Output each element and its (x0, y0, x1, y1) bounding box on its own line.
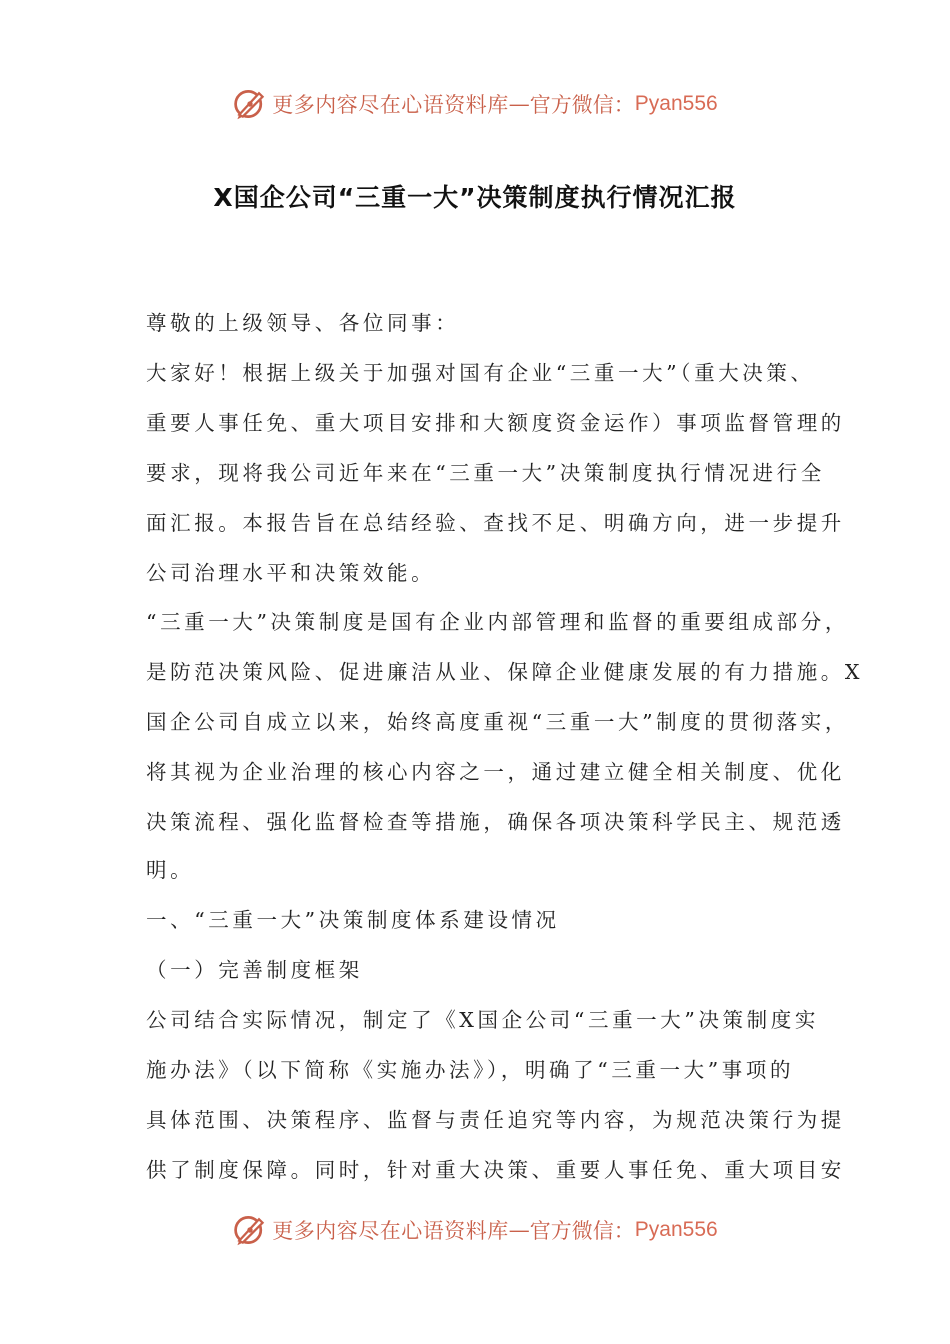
paragraph-line: 决策流程、强化监督检查等措施，确保各项决策科学民主、规范透 (146, 810, 845, 834)
subsection-heading: （一）完善制度框架 (146, 958, 363, 982)
banner-wechat-id: Pyan556 (634, 1218, 718, 1241)
paragraph-line: 重要人事任免、重大项目安排和大额度资金运作）事项监督管理的 (146, 411, 845, 435)
section-heading: 一、“三重一大”决策制度体系建设情况 (146, 908, 560, 932)
paragraph-line: 公司治理水平和决策效能。 (146, 561, 436, 585)
paragraph-line: 大家好！根据上级关于加强对国有企业“三重一大”（重大决策、 (146, 361, 815, 385)
paragraph-line: 具体范围、决策程序、监督与责任追究等内容，为规范决策行为提 (146, 1108, 845, 1132)
paragraph-line: 将其视为企业治理的核心内容之一，通过建立健全相关制度、优化 (146, 760, 845, 784)
banner-contact-label: 官方微信： (529, 93, 635, 117)
document-title: X国企公司“三重一大”决策制度执行情况汇报 (213, 183, 737, 212)
banner-brand: 更多内容尽在心语资料库 (272, 1219, 509, 1243)
pen-logo-icon (232, 86, 268, 122)
paragraph-line: 面汇报。本报告旨在总结经验、查找不足、明确方向，进一步提升 (146, 511, 845, 535)
paragraph-line: 施办法》（以下简称《实施办法》），明确了“三重一大”事项的 (146, 1058, 795, 1082)
banner-wechat-id: Pyan556 (634, 92, 718, 115)
paragraph-line: 要求，现将我公司近年来在“三重一大”决策制度执行情况进行全 (146, 461, 825, 485)
banner-separator: — (508, 1218, 530, 1242)
pen-logo-icon (232, 1212, 268, 1248)
paragraph-line: 明。 (146, 858, 195, 882)
paragraph-line: 国企公司自成立以来，始终高度重视“三重一大”制度的贯彻落实， (146, 710, 849, 734)
paragraph-line: 是防范决策风险、促进廉洁从业、保障企业健康发展的有力措施。X (146, 660, 864, 684)
paragraph-line: 公司结合实际情况，制定了《X国企公司“三重一大”决策制度实 (146, 1008, 819, 1032)
header-banner (0, 82, 950, 126)
paragraph-line: “三重一大”决策制度是国有企业内部管理和监督的重要组成部分， (146, 610, 849, 634)
paragraph-line: 供了制度保障。同时，针对重大决策、重要人事任免、重大项目安 (146, 1158, 845, 1182)
banner-contact-label: 官方微信： (529, 1219, 635, 1243)
salutation: 尊敬的上级领导、各位同事： (146, 311, 460, 335)
footer-banner (0, 1208, 950, 1252)
banner-separator: — (508, 92, 530, 116)
banner-brand: 更多内容尽在心语资料库 (272, 93, 509, 117)
